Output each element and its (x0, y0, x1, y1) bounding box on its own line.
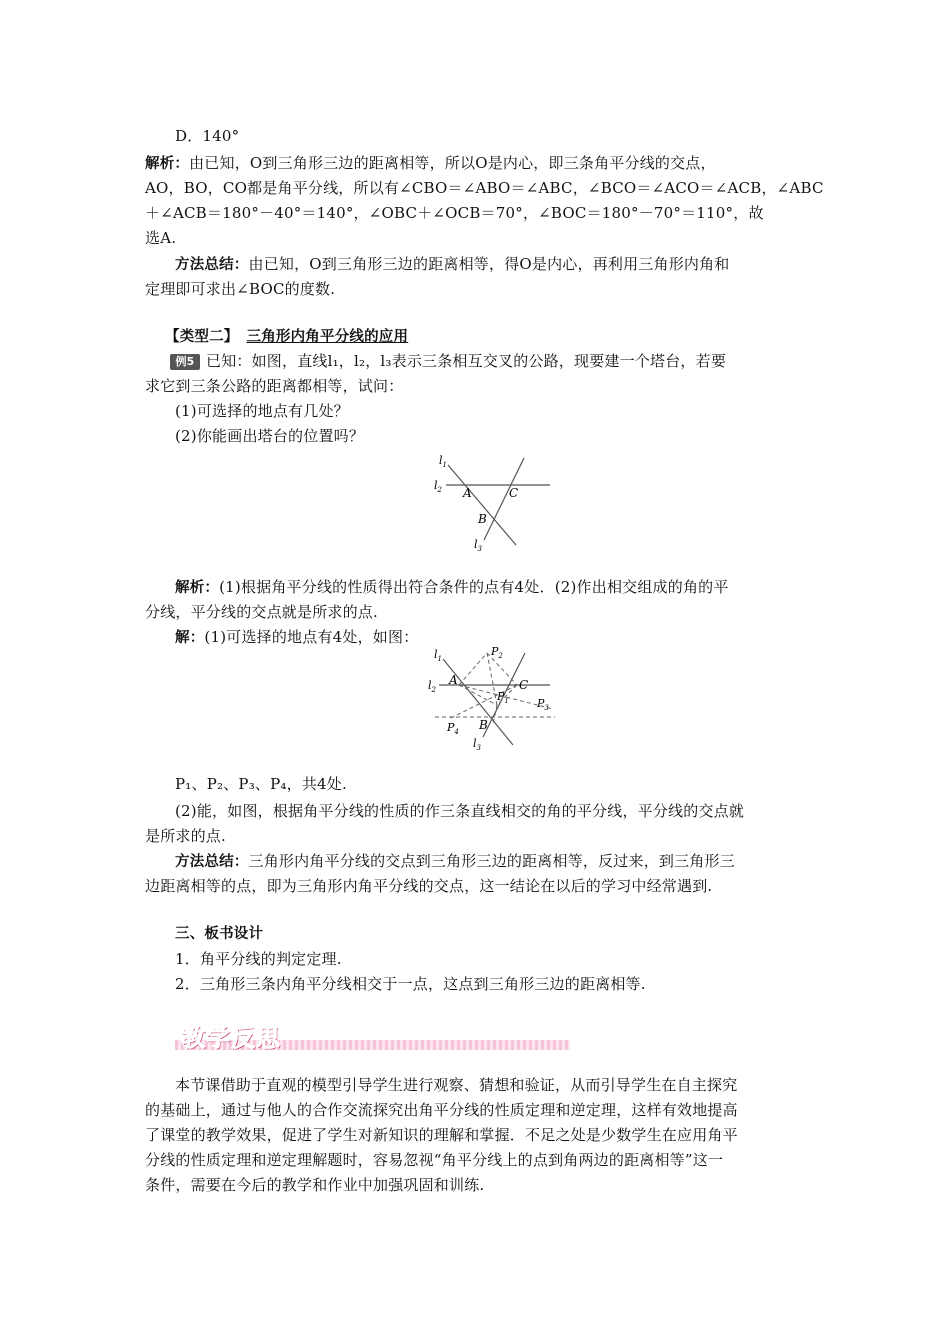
method-summary-1: 方法总结：由已知，O到三角形三边的距离相等，得O是内心，再利用三角形内角和 (175, 255, 730, 273)
type-two-title: 三角形内角平分线的应用 (246, 329, 409, 345)
solution-answer-2: (2)能，如图，根据角平分线的性质的作三条直线相交的角的平分线，平分线的交点就 (175, 802, 745, 820)
method-summary-label: 方法总结： (175, 257, 249, 273)
question-1: (1)可选择的地点有几处？ (175, 402, 349, 420)
example-badge: 例5 (170, 354, 200, 370)
label-l2: $l_2$ (428, 679, 436, 694)
line-l1 (448, 465, 519, 545)
label-l1: $l_1$ (439, 454, 447, 469)
point-p2-label: $P_2$ (491, 645, 503, 660)
point-c-label: C (509, 486, 519, 500)
figure-bisector-points (425, 645, 580, 759)
board-item-1: 1．角平分线的判定定理. (175, 950, 342, 968)
analysis-2-line-2: 分线，平分线的交点就是所求的点. (145, 603, 378, 621)
label-l3: $l_3$ (473, 737, 481, 752)
reflection-line-3: 了课堂的教学效果，促进了学生对新知识的理解和掌握．不足之处是少数学生在应用角平 (145, 1126, 738, 1144)
analysis-line-1: 解析：由已知，O到三角形三边的距离相等，所以O是内心，即三条角平分线的交点， (145, 154, 716, 172)
analysis-line-4: 选A. (145, 229, 177, 247)
figure-three-lines-svg (430, 450, 560, 555)
solution-answer-2-cont: 是所求的点. (145, 827, 226, 845)
analysis-line-2: AO，BO，CO都是角平分线，所以有∠CBO＝∠ABO＝∠ABC，∠BCO＝∠ACO＝∠ACB，∠ABC (145, 179, 824, 197)
point-a-label: A (463, 486, 472, 500)
point-b-label: B (479, 718, 488, 732)
point-b-label: B (478, 512, 487, 526)
solution-answer-1: P₁、P₂、P₃、P₄，共4处. (175, 775, 347, 793)
figure-bisector-points-svg (425, 645, 580, 755)
reflection-line-1: 本节课借助于直观的模型引导学生进行观察、猜想和验证，从而引导学生在自主探究 (175, 1076, 738, 1094)
analysis-2-label: 解析： (175, 580, 220, 596)
banner-title: 教学反思 (181, 1024, 281, 1052)
point-p4-label: $P_4$ (447, 721, 459, 736)
label-l2: $l_2$ (434, 479, 442, 494)
analysis-2-line-1: 解析：(1)根据角平分线的性质得出符合条件的点有4处．(2)作出相交组成的角的平 (175, 578, 729, 596)
solution-line-1: 解：(1)可选择的地点有4处，如图： (175, 628, 419, 646)
example-5-line-2: 求它到三条公路的距离都相等，试问： (145, 377, 404, 395)
label-l1: $l_1$ (434, 648, 442, 663)
reflection-line-4: 分线的性质定理和逆定理解题时，容易忽视“角平分线上的点到角两边的距离相等”这一 (145, 1151, 724, 1169)
solution-label: 解： (175, 630, 205, 646)
bisector-lines (435, 653, 555, 725)
point-c-label: C (519, 678, 529, 692)
point-a-label: A (449, 673, 458, 687)
teaching-reflection-banner (175, 1018, 575, 1054)
example-5-line-1: 例5 已知：如图，直线l₁，l₂，l₃表示三条相互交叉的公路，现要建一个塔台，若要 (170, 349, 810, 373)
board-item-2: 2．三角形三条内角平分线相交于一点，这点到三角形三边的距离相等. (175, 975, 646, 993)
point-p1-label: $P_1$ (497, 690, 509, 705)
label-l3: $l_3$ (474, 538, 482, 553)
analysis-label: 解析： (145, 156, 190, 172)
method-summary-2: 方法总结：三角形内角平分线的交点到三角形三边的距离相等，反过来，到三角形三 (175, 852, 735, 870)
reflection-line-2: 的基础上，通过与他人的合作交流探究出角平分线的性质定理和逆定理，这样有效地提高 (145, 1101, 738, 1119)
board-design-heading: 三、板书设计 (175, 926, 264, 942)
method-summary-2-cont: 边距离相等的点，即为三角形内角平分线的交点，这一结论在以后的学习中经常遇到. (145, 877, 713, 895)
reflection-line-5: 条件，需要在今后的教学和作业中加强巩固和训练. (145, 1176, 485, 1194)
figure-three-lines (430, 450, 560, 559)
option-d: D．140° (175, 127, 240, 145)
question-2: (2)你能画出塔台的位置吗？ (175, 427, 365, 445)
point-p3-label: $P_3$ (537, 697, 549, 712)
type-two-heading: 【类型二】 三角形内角平分线的应用 (165, 329, 409, 345)
analysis-line-3: ＋∠ACB＝180°－40°＝140°，∠OBC＋∠OCB＝70°，∠BOC＝180°－70°＝110°，故 (145, 204, 764, 222)
method-summary-2-label: 方法总结： (175, 854, 249, 870)
method-summary-1-cont: 定理即可求出∠BOC的度数. (145, 280, 336, 298)
